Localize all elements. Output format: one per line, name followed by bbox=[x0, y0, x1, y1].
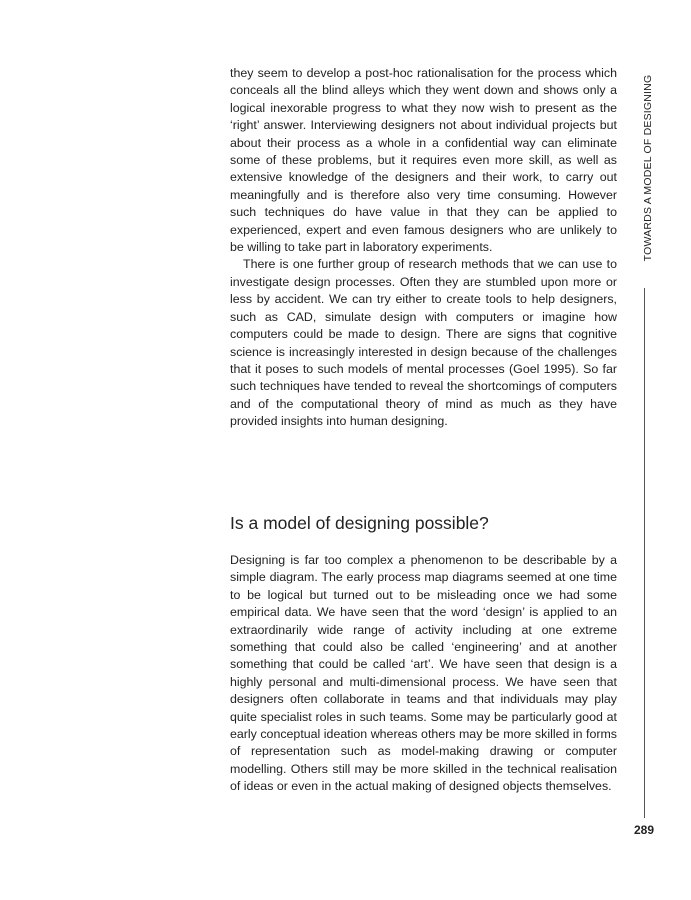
page-number: 289 bbox=[634, 823, 655, 837]
paragraph-research-methods: There is one further group of research methods that we can use to investigate design processes. Often they are stumbled upon more or less by accident. We can try either to create tools to help designers, such as CAD, simulate design with computers or imagine how computers could be made to design. There are signs that cognitive science is increasingly interested in design because of the challenges that it poses to such models of mental processes (Goel 1995). So far such techniques have tended to reveal the shortcomings of computers and of the computational theory of mind as much as they have provided insights into human designing. bbox=[230, 257, 617, 429]
body-text-top bbox=[230, 65, 617, 431]
paragraph-designing-complex: Designing is far too complex a phenomenon to be describable by a simple diagram. The early process map diagrams seemed at one time to be logical but turned out to be misleading once we had some empirical data. We have seen that the word ‘design’ is applied to an extraordinarily wide range of activity including at one extreme something that could also be called ‘engineering’ and at another something that could be called ‘art’. We have seen that design is a highly personal and multi-dimensional process. We have seen that designers often collaborate in teams and that individuals may play quite specialist roles in such teams. Some may be particularly good at early conceptual ideation whereas others may be more skilled in forms of representation such as model-making drawing or computer modelling. Others still may be more skilled in the technical realisation of ideas or even in the actual making of designed objects themselves. bbox=[230, 553, 617, 794]
paragraph-post-hoc: they seem to develop a post-hoc rationalisation for the process which conceals all the blind alleys which they went down and shows only a logical inexorable progress to what they now wish to present as the ‘right’ answer. Interviewing designers not about individual projects but about their process as a whole in a confidential way can eliminate some of these problems, but it requires even more skill, as well as extensive knowledge of the designers and their work, to carry out meaningfully and is therefore also very time consuming. However such techniques do have value in that they can be applied to experienced, expert and even famous designers who are unlikely to be willing to take part in laboratory experiments. bbox=[230, 66, 617, 255]
running-header-text: TOWARDS A MODEL OF DESIGNING bbox=[642, 74, 654, 262]
section-heading: Is a model of designing possible? bbox=[230, 513, 489, 533]
vertical-rule bbox=[644, 288, 645, 818]
body-text-bottom bbox=[230, 552, 617, 796]
